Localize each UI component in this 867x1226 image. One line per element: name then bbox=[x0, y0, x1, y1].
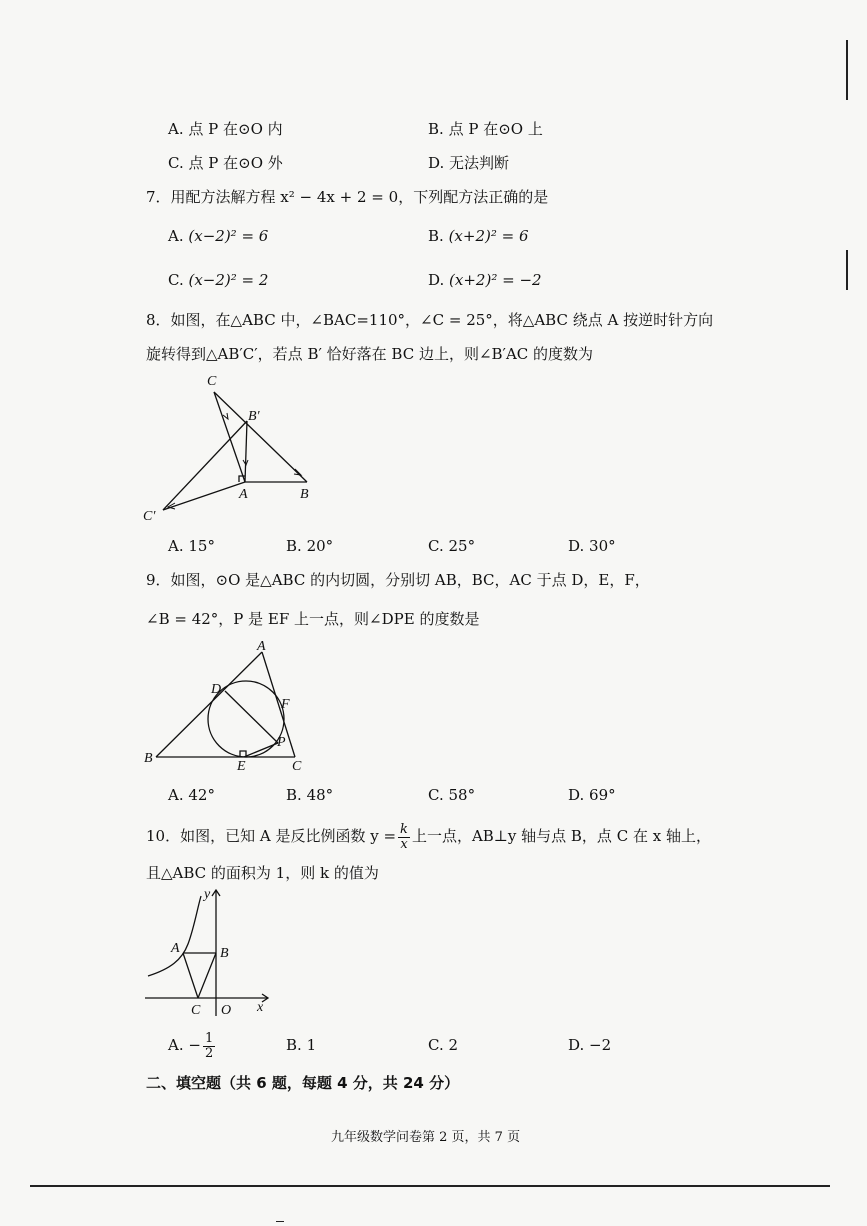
q9-option-c: C. 58° bbox=[428, 786, 476, 804]
q7-option-b: B. (x+2)² = 6 bbox=[428, 227, 529, 245]
q9-label-d: D bbox=[211, 682, 222, 697]
q10-label-a: A bbox=[171, 941, 180, 956]
q9-option-d: D. 69° bbox=[568, 786, 616, 804]
q9-option-b: B. 48° bbox=[286, 786, 334, 804]
q9-label-c: C bbox=[292, 759, 302, 774]
q8-option-b: B. 20° bbox=[286, 537, 334, 555]
q9-option-a: A. 42° bbox=[168, 786, 215, 804]
q6-option-c: C. 点 P 在⊙O 外 bbox=[168, 154, 283, 172]
q8-option-d: D. 30° bbox=[568, 537, 616, 555]
q9-incircle-figure bbox=[138, 640, 318, 775]
q10-label-x: x bbox=[257, 1000, 264, 1015]
scan-edge-mark bbox=[846, 250, 848, 290]
scan-edge-mark bbox=[846, 40, 848, 100]
q8-label-b-prime: B′ bbox=[248, 409, 260, 424]
q9-stem-line1: 9．如图，⊙O 是△ABC 的内切圆，分别切 AB，BC，AC 于点 D，E，F， bbox=[146, 571, 650, 589]
q8-rotation-figure bbox=[135, 365, 335, 530]
q9-label-f: F bbox=[281, 697, 290, 712]
q8-stem-line2: 旋转得到△AB′C′，若点 B′ 恰好落在 BC 边上，则∠B′AC 的度数为 bbox=[146, 345, 594, 363]
q10-hyperbola-figure bbox=[140, 884, 280, 1019]
q10-label-b: B bbox=[220, 946, 229, 961]
q10-fraction-k-over-x: $\frac{k}{x}$ bbox=[400, 821, 408, 852]
q6-option-b: B. 点 P 在⊙O 上 bbox=[428, 120, 543, 138]
q10-option-c: C. 2 bbox=[428, 1036, 459, 1054]
q7-option-d: D. (x+2)² = −2 bbox=[428, 271, 542, 289]
q8-option-a: A. 15° bbox=[168, 537, 215, 555]
q10-option-b: B. 1 bbox=[286, 1036, 317, 1054]
q8-option-c: C. 25° bbox=[428, 537, 476, 555]
q9-label-p: P bbox=[277, 735, 286, 750]
q6-option-d: D. 无法判断 bbox=[428, 154, 510, 172]
page-footer: 九年级数学问卷第 2 页，共 7 页 bbox=[331, 1130, 521, 1145]
q8-label-a: A bbox=[239, 487, 248, 502]
scan-speck bbox=[276, 1221, 284, 1222]
q10-option-d: D. −2 bbox=[568, 1036, 612, 1054]
q7-option-a: A. (x−2)² = 6 bbox=[168, 227, 269, 245]
q10-label-y: y bbox=[204, 887, 211, 902]
q8-label-b: B bbox=[300, 487, 309, 502]
q6-option-a: A. 点 P 在⊙O 内 bbox=[168, 120, 283, 138]
q8-label-c: C bbox=[207, 374, 217, 389]
q9-label-b: B bbox=[144, 751, 153, 766]
q10-option-a: A. − $\frac{1}{2}$ bbox=[168, 1030, 214, 1061]
section-2-heading: 二、填空题（共 6 题，每题 4 分，共 24 分） bbox=[146, 1074, 460, 1092]
q9-label-a: A bbox=[257, 640, 266, 654]
q7-stem: 7．用配方法解方程 x² − 4x + 2 = 0，下列配方法正确的是 bbox=[146, 188, 549, 206]
q7-option-c: C. (x−2)² = 2 bbox=[168, 271, 269, 289]
q10-label-o: O bbox=[221, 1003, 232, 1018]
q10-stem-line2: 且△ABC 的面积为 1，则 k 的值为 bbox=[146, 864, 379, 882]
q9-label-e: E bbox=[237, 759, 246, 774]
q10-stem-line1: 10．如图，已知 A 是反比例函数 y = $\frac{k}{x}$ 上一点，AB⊥y 轴与点 B，点 C 在 x 轴上， bbox=[146, 821, 711, 852]
q9-stem-line2: ∠B = 42°，P 是 EF 上一点，则∠DPE 的度数是 bbox=[146, 610, 480, 628]
q8-label-c-prime: C′ bbox=[143, 509, 156, 524]
q10-label-c: C bbox=[191, 1003, 201, 1018]
bottom-rule bbox=[30, 1185, 830, 1187]
q8-stem-line1: 8．如图，在△ABC 中，∠BAC=110°，∠C = 25°，将△ABC 绕点 A 按逆时针方向 bbox=[146, 311, 714, 329]
